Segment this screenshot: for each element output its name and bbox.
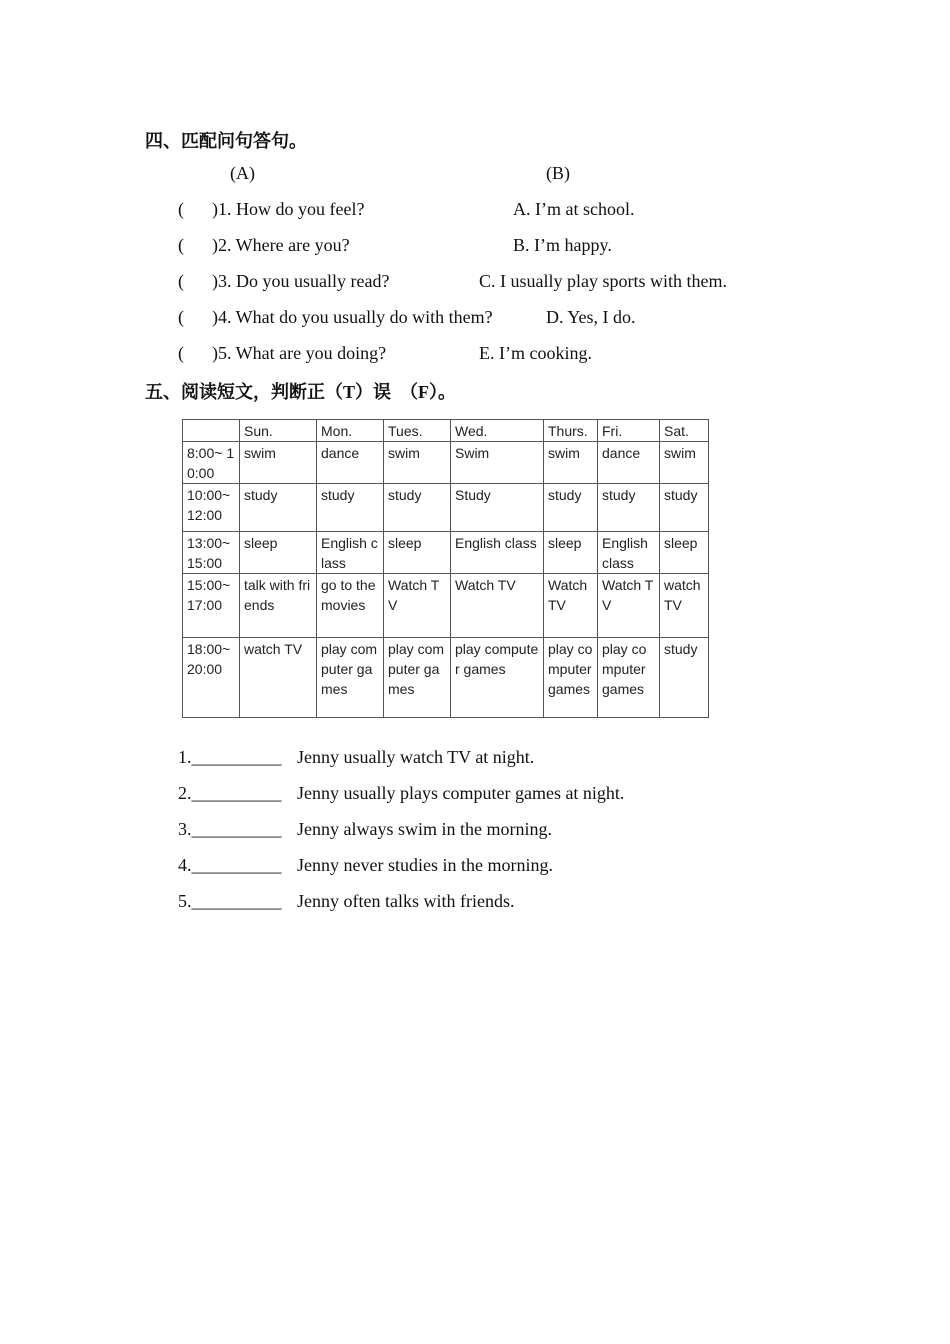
- question-text: )4. What do you usually do with them?: [212, 307, 493, 327]
- activity-cell: play computer games: [384, 638, 451, 718]
- activity-cell: Study: [451, 484, 544, 532]
- answer-text: E. I’m cooking.: [479, 343, 592, 363]
- activity-cell: study: [660, 484, 709, 532]
- header-cell: [183, 420, 240, 442]
- header-cell: Mon.: [317, 420, 384, 442]
- activity-cell: study: [544, 484, 598, 532]
- column-b-label: (B): [546, 163, 570, 183]
- answer-text: B. I’m happy.: [513, 235, 612, 255]
- schedule-row: [183, 638, 709, 718]
- header-cell: Tues.: [384, 420, 451, 442]
- activity-cell: talk with friends: [240, 574, 317, 638]
- statement-answer-blank[interactable]: 1.__________: [178, 747, 282, 767]
- statement-answer-blank[interactable]: 4.__________: [178, 855, 282, 875]
- statement-text: Jenny never studies in the morning.: [297, 855, 553, 875]
- activity-cell: sleep: [660, 532, 709, 574]
- activity-cell: study: [240, 484, 317, 532]
- statement-text: Jenny often talks with friends.: [297, 891, 515, 911]
- activity-cell: Watch TV: [598, 574, 660, 638]
- activity-cell: English class: [451, 532, 544, 574]
- activity-cell: swim: [240, 442, 317, 484]
- activity-cell: play computer games: [317, 638, 384, 718]
- question-text: )2. Where are you?: [212, 235, 350, 255]
- answer-paren: (: [178, 271, 184, 291]
- activity-cell: dance: [317, 442, 384, 484]
- activity-cell: English class: [598, 532, 660, 574]
- activity-cell: go to the movies: [317, 574, 384, 638]
- statement-text: Jenny always swim in the morning.: [297, 819, 552, 839]
- header-cell: Thurs.: [544, 420, 598, 442]
- schedule-row: [183, 532, 709, 574]
- header-cell: Wed.: [451, 420, 544, 442]
- answer-paren: (: [178, 307, 184, 327]
- header-cell: Sat.: [660, 420, 709, 442]
- activity-cell: play computer games: [451, 638, 544, 718]
- question-text: )5. What are you doing?: [212, 343, 387, 363]
- schedule-row: [183, 442, 709, 484]
- answer-text: D. Yes, I do.: [546, 307, 636, 327]
- time-cell: 18:00~ 20:00: [183, 638, 240, 718]
- activity-cell: Swim: [451, 442, 544, 484]
- section4-title: 四、匹配问句答句。: [145, 131, 307, 151]
- activity-cell: watch TV: [240, 638, 317, 718]
- answer-paren: (: [178, 343, 184, 363]
- activity-cell: Watch TV: [544, 574, 598, 638]
- activity-cell: study: [384, 484, 451, 532]
- answer-text: C. I usually play sports with them.: [479, 271, 727, 291]
- activity-cell: sleep: [240, 532, 317, 574]
- activity-cell: English class: [317, 532, 384, 574]
- question-text: )3. Do you usually read?: [212, 271, 390, 291]
- activity-cell: study: [660, 638, 709, 718]
- activity-cell: dance: [598, 442, 660, 484]
- header-cell: Sun.: [240, 420, 317, 442]
- activity-cell: Watch TV: [384, 574, 451, 638]
- activity-cell: swim: [544, 442, 598, 484]
- column-a-label: (A): [230, 163, 255, 183]
- statement-answer-blank[interactable]: 2.__________: [178, 783, 282, 803]
- activity-cell: swim: [384, 442, 451, 484]
- time-cell: 13:00~ 15:00: [183, 532, 240, 574]
- statement-text: Jenny usually plays computer games at night.: [297, 783, 625, 803]
- answer-paren: (: [178, 199, 184, 219]
- time-cell: 8:00~ 10:00: [183, 442, 240, 484]
- activity-cell: watch TV: [660, 574, 709, 638]
- activity-cell: sleep: [544, 532, 598, 574]
- activity-cell: sleep: [384, 532, 451, 574]
- statement-answer-blank[interactable]: 3.__________: [178, 819, 282, 839]
- statement-answer-blank[interactable]: 5.__________: [178, 891, 282, 911]
- statement-text: Jenny usually watch TV at night.: [297, 747, 535, 767]
- answer-paren: (: [178, 235, 184, 255]
- time-cell: 15:00~ 17:00: [183, 574, 240, 638]
- activity-cell: play computer games: [544, 638, 598, 718]
- section5-title: 五、阅读短文，判断正（T）误 （F）。: [145, 382, 456, 402]
- time-cell: 10:00~ 12:00: [183, 484, 240, 532]
- schedule-table: [182, 419, 709, 718]
- activity-cell: play computer games: [598, 638, 660, 718]
- answer-text: A. I’m at school.: [513, 199, 635, 219]
- schedule-header-row: [183, 420, 709, 442]
- activity-cell: Watch TV: [451, 574, 544, 638]
- activity-cell: swim: [660, 442, 709, 484]
- header-cell: Fri.: [598, 420, 660, 442]
- question-text: )1. How do you feel?: [212, 199, 365, 219]
- schedule-row: [183, 484, 709, 532]
- schedule-row: [183, 574, 709, 638]
- activity-cell: study: [317, 484, 384, 532]
- activity-cell: study: [598, 484, 660, 532]
